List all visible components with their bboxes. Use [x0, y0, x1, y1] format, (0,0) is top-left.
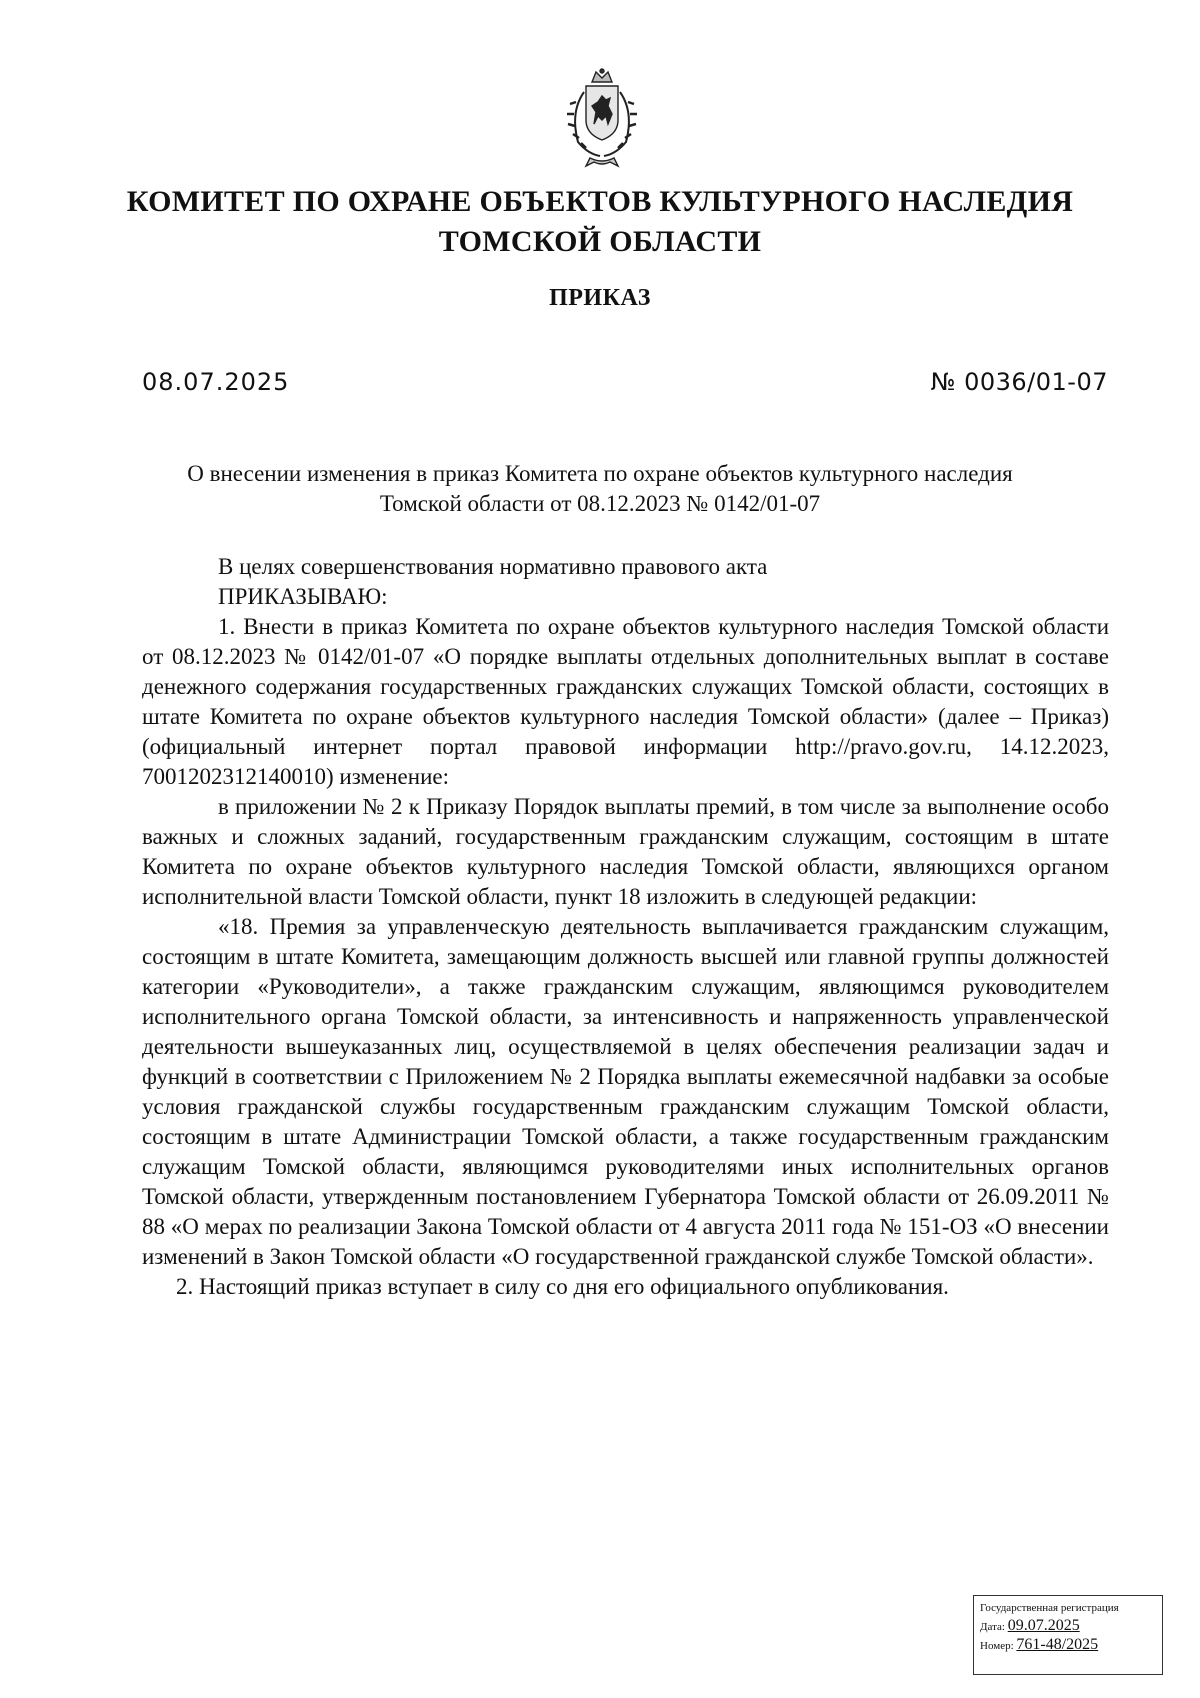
stamp-number-value: 761-48/2025 — [1016, 1636, 1099, 1653]
paragraph-2: в приложении № 2 к Приказу Порядок выплаты премий, в том числе за выполнение особо важных и сложных заданий, государственным гражданским служащим, состоящим в штате Комитета по охране объектов культурного наследия Томской области, являющихся органом исполнительной власти Томской области, пункт 18 изложить в следующей редакции: — [142, 794, 1109, 909]
stamp-title: Государственная регистрация — [980, 1602, 1119, 1614]
order-word: ПРИКАЗЫВАЮ: — [218, 584, 388, 609]
organization-name-line2: ТОМСКОЙ ОБЛАСТИ — [438, 225, 762, 258]
paragraph-4: 2. Настоящий приказ вступает в силу со дня его официального опубликования. — [176, 1274, 949, 1299]
subject-line2: Томской области от 08.12.2023 № 0142/01-07 — [379, 491, 821, 516]
document-subject — [120, 459, 1080, 519]
organization-name — [100, 182, 1100, 262]
coat-of-arms-emblem — [562, 68, 642, 168]
document-date: 08.07.2025 — [142, 368, 290, 396]
intro-paragraph: В целях совершенствования нормативно правового акта — [218, 554, 768, 579]
stamp-date-label: Дата: — [980, 1621, 1005, 1633]
paragraph-3: «18. Премия за управленческую деятельность выплачивается гражданским служащим, состоящим в штате Комитета, замещающим должность высшей или главной группы должностей категории «Руководители», а также гражданским служащим, являющимся руководителем исполнительного органа Томской области, за интенсивность и напряженность управленческой деятельности вышеуказанных лиц, осуществляемой в целях обеспечения реализации задач и функций в соответствии с Приложением № 2 Порядка выплаты ежемесячной надбавки за особые условия гражданской службы государственным гражданским служащим Томской области, состоящим в штате Администрации Томской области, а также государственным гражданским служащим Томской области, являющимся руководителями иных исполнительных органов Томской области, утвержденным постановлением Губернатора Томской области от 26.09.2011 № 88 «О мерах по реализации Закона Томской области от 4 августа 2011 года № 151-ОЗ «О внесении изменений в Закон Томской области «О государственной гражданской службе Томской области». — [142, 914, 1109, 1269]
stamp-number-label: Номер: — [980, 1640, 1014, 1652]
stamp-number-row — [980, 1636, 1156, 1655]
document-type: ПРИКАЗ — [549, 285, 651, 311]
document-number: № 0036/01-07 — [930, 368, 1108, 396]
stamp-date-value: 09.07.2025 — [1007, 1617, 1080, 1634]
paragraph-1: 1. Внести в приказ Комитета по охране объектов культурного наследия Томской области от 08.12.2023 № 0142/01-07 «О порядке выплаты отдельных дополнительных выплат в составе денежного содержания государственных гражданских служащих Томской области, состоящих в штате Комитета по охране объектов культурного наследия Томской области» (далее – Приказ) (официальный интернет портал правовой информации http://pravo.gov.ru, 14.12.2023, 7001202312140010) изменение: — [142, 614, 1109, 789]
organization-name-line1: КОМИТЕТ ПО ОХРАНЕ ОБЪЕКТОВ КУЛЬТУРНОГО НАСЛЕДИЯ — [126, 185, 1074, 218]
subject-line1: О внесении изменения в приказ Комитета по охране объектов культурного наследия — [187, 461, 1013, 486]
stamp-date-row — [980, 1617, 1156, 1636]
document-body — [142, 552, 1109, 1302]
registration-stamp — [973, 1595, 1163, 1675]
